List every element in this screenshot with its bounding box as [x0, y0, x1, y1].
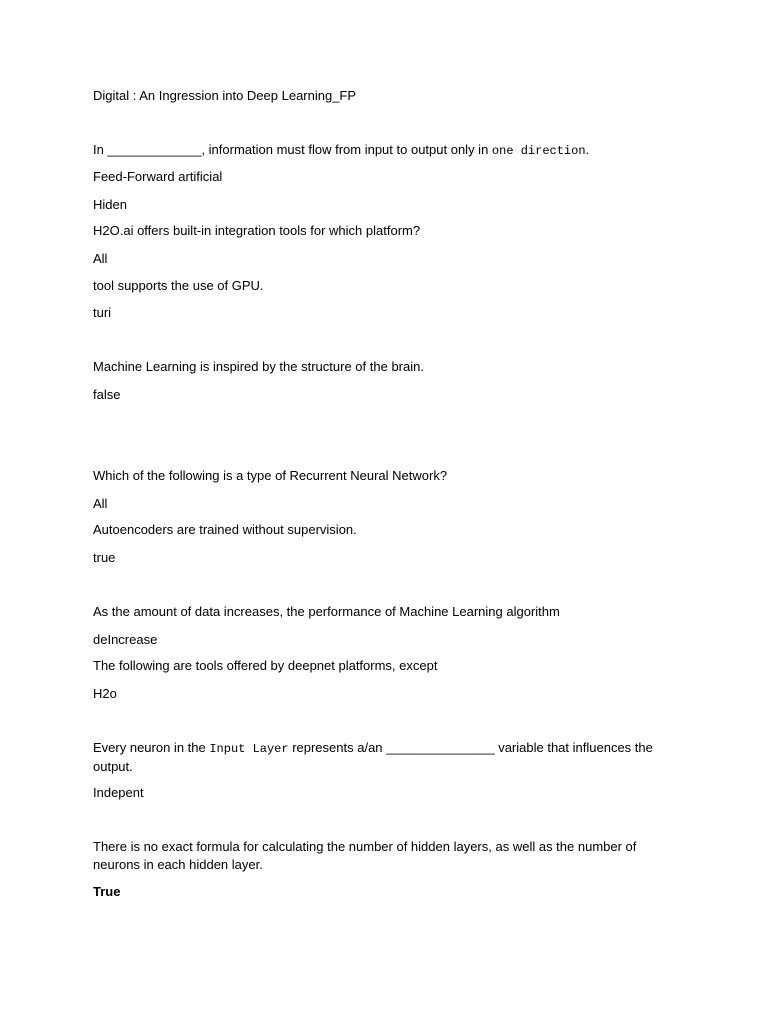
answer-2: Hiden: [93, 197, 127, 212]
answer-1: Feed-Forward artificial: [93, 169, 223, 184]
question-10: [93, 739, 683, 776]
question-9: The following are tools offered by deepnet platforms, except: [93, 658, 438, 673]
answer-7: true: [93, 550, 116, 565]
question-1-text-before: In _____________, information must flow from input to output only in: [93, 142, 492, 157]
answer-9: H2o: [93, 686, 117, 701]
question-7: Autoencoders are trained without supervision.: [93, 522, 357, 537]
answer-10: Indepent: [93, 785, 144, 800]
question-1-code: one direction: [491, 144, 586, 158]
question-4: tool supports the use of GPU.: [93, 278, 264, 293]
answer-8: deIncrease: [93, 632, 158, 647]
question-10-text-before: Every neuron in the: [93, 740, 210, 755]
question-10-text-after: represents a/an _______________ variable that influences the output.: [93, 740, 653, 774]
question-5: Machine Learning is inspired by the structure of the brain.: [93, 359, 424, 374]
question-6: Which of the following is a type of Recurrent Neural Network?: [93, 468, 448, 483]
answer-6: All: [93, 496, 108, 511]
answer-5: false: [93, 387, 121, 402]
question-3: H2O.ai offers built-in integration tools for which platform?: [93, 223, 421, 238]
question-1: [93, 141, 683, 160]
question-8: As the amount of data increases, the performance of Machine Learning algorithm: [93, 604, 560, 619]
answer-4: turi: [93, 305, 112, 320]
question-11: There is no exact formula for calculating the number of hidden layers, as well as the number of neurons in each hidden layer.: [93, 839, 637, 872]
answer-3: All: [93, 251, 108, 266]
question-1-text-after: .: [585, 142, 590, 157]
answer-11: True: [93, 884, 121, 899]
question-10-code: Input Layer: [209, 742, 289, 756]
document-title: Digital : An Ingression into Deep Learning_FP: [93, 88, 357, 103]
